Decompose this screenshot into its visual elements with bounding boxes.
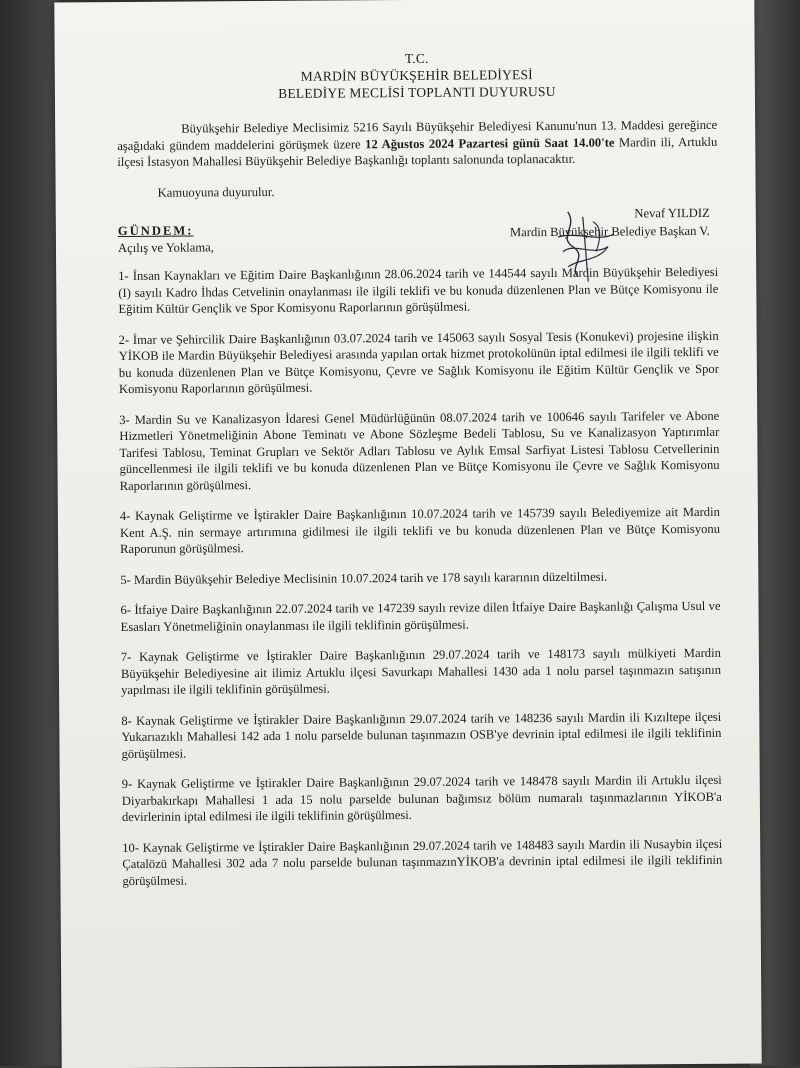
agenda-item-text: Kaynak Geliştirme ve İştirakler Daire Başkanlığının 10.07.2024 tarih ve 145739 sayılı Belediyemize ait Mardin Kent A.Ş. nin sermaye artırımına gidilmesi ile ilgili teklifi ve bu konuda düzenlenen Plan ve Bütçe Komisyonu Raporunun görüşülmesi. (119, 504, 721, 557)
document-content (117, 48, 723, 903)
agenda-item-number: 7- (120, 649, 132, 665)
agenda-list (118, 264, 722, 889)
announcement-line: Kamuoyuna duyurulur. (157, 184, 275, 200)
signatory-name: Nevaf YILDIZ (634, 205, 710, 221)
agenda-item-text: Mardin Su ve Kanalizasyon İdaresi Genel Müdürlüğünün 08.07.2024 tarih ve 100646 sayılı Tarifeler ve Abone Hizmetleri Yönetmeliğinin Abone Teminatı ve Abone Sözleşme Bedeli Tablosu, Su ve Kanalizasyon Yaptırımlar Tarifesi Tablosu, Teminat Grupları ve Sektör Adları Tablosu ve Aylık Emsal Sarfiyat Listesi Tablosu Cetvellerinin güncellenmesi ile ilgili teklifi ve bu konuda düzenlenen Plan ve Bütçe Komisyonu ile Çevre ve Sağlık Komisyonu Raporlarının görüşülmesi. (119, 408, 720, 493)
agenda-item-text: İnsan Kaynakları ve Eğitim Daire Başkanlığının 28.06.2024 tarih ve 144544 sayılı Mardin Büyükşehir Belediyesi (I) sayılı Kadro İhdas Cetvelinin onaylanması ile ilgili teklifi ve bu konuda düzenlenen Plan ve Bütçe Komisyonu ile Eğitim Kültür Gençlik ve Spor Komisyonu Raporlarının görüşülmesi. (118, 264, 719, 317)
agenda-item (120, 598, 720, 635)
agenda-item (120, 504, 720, 558)
agenda-item (120, 567, 720, 588)
agenda-item-text: Kaynak Geliştirme ve İştirakler Daire Başkanlığının 29.07.2024 tarih ve 148483 sayılı Mardin ili Nusaybin ilçesi Çatalözü Mahallesi 302 ada 7 nolu parselde bulunan taşınmazınYİKOB'a devrinin iptal edilmesi ile ilgili teklifinin görüşülmesi. (122, 836, 723, 888)
agenda-item (118, 264, 718, 318)
agenda-item-number: 8- (121, 713, 132, 728)
agenda-item-number: 6- (120, 602, 132, 618)
header-meeting-notice: BELEDİYE MECLİSİ TOPLANTI DUYURUSU (278, 83, 556, 101)
agenda-item-text: İmar ve Şehircilik Daire Başkanlığının 03.07.2024 tarih ve 145063 sayılı Sosyal Tesis (Konukevi) projesine ilişkin YİKOB ile Mardin Büyükşehir Belediyesi arasında yapılan ortak hizmet protokolünün iptal edilmesi ile ilgili teklifi ve bu konuda düzenlenen Plan ve Bütçe Komisyonu, Çevre ve Sağlık Komisyonu ile Eğitim Kültür Gençlik ve Spor Komisyonu Raporlarının görüşülmesi. (118, 328, 719, 397)
agenda-item-number: 3- (119, 412, 130, 427)
document-header (117, 48, 717, 103)
agenda-item-text: Kaynak Geliştirme ve İştirakler Daire Başkanlığının 29.07.2024 tarih ve 148236 sayılı Mardin ili Kızıltepe ilçesi Yukarıazıklı Mahallesi 142 ada 1 nolu parselde bulunan taşınmazın OSB'ye devrinin iptal edilmesi ile ilgili teklifinin görüşülmesi. (121, 709, 722, 761)
header-tc: T.C. (404, 50, 429, 67)
intro-paragraph (117, 117, 717, 171)
agenda-item (119, 327, 719, 397)
agenda-item-number: 10- (122, 840, 140, 855)
agenda-title: GÜNDEM: (117, 223, 194, 239)
agenda-item-text: İtfaiye Daire Başkanlığının 22.07.2024 tarih ve 147239 sayılı revize dilen İtfaiye Daire Başkanlığı Çalışma Usul ve Esasları Yönetmeliğinin onaylanması ile ilgili teklifinin görüşülmesi. (120, 598, 721, 634)
agenda-item (121, 708, 721, 762)
agenda-item-text: Mardin Büyükşehir Belediye Meclisinin 10.07.2024 tarih ve 178 sayılı kararının düzeltilmesi. (133, 569, 608, 587)
intro-text-1: Büyükşehir Belediye Meclisimiz 5216 Sayılı Büyükşehir Belediyesi Kanunu'nun 13. Maddesi gereğince aşağıdaki gündem maddelerini görüşmek üzere (117, 117, 718, 153)
agenda-item-text: Kaynak Geliştirme ve İştirakler Daire Başkanlığının 29.07.2024 tarih ve 148478 sayılı Mardin ili Artuklu ilçesi Diyarbakırkapı Mahallesi 1 ada 15 nolu parselde bulunan bağımsız bölüm numaralı taşınmazlarının YİKOB'a devirlerinin iptal edilmesi ile ilgili teklifinin görüşülmesi. (121, 772, 722, 825)
agenda-item (122, 835, 722, 889)
agenda-item-number: 2- (118, 332, 130, 347)
header-municipality: MARDİN BÜYÜKŞEHİR BELEDİYESİ (300, 67, 533, 84)
agenda-item-number: 9- (121, 776, 133, 792)
document-page (54, 0, 761, 1068)
agenda-item-text: Kaynak Geliştirme ve İştirakler Daire Başkanlığının 29.07.2024 tarih ve 148173 sayılı mülkiyeti Mardin Büyükşehir Belediyesine ait ilimiz Artuklu ilçesi Savurkapı Mahallesi 1430 ada 1 nolu parsel taşınmazın satışının yapılması ile ilgili teklifinin görüşülmesi. (120, 645, 722, 698)
agenda-opening: Açılış ve Yoklama, (117, 239, 214, 255)
signature-block (470, 204, 710, 242)
agenda-item (119, 407, 720, 494)
background-left (0, 0, 60, 1066)
agenda-item (121, 645, 721, 699)
agenda-item-number: 4- (119, 508, 131, 524)
agenda-item-number: 1- (118, 268, 129, 284)
intro-text-2: Mardin ili, Artuklu ilçesi İstasyon Mahallesi Büyükşehir Belediye Başkanlığı toplantı salonunda toplanacaktır. (117, 134, 718, 170)
intro-date-time: 12 Ağustos 2024 Pazartesi günü Saat 14.00'te (365, 135, 615, 151)
agenda-item-number: 5- (120, 572, 131, 587)
agenda-item (122, 772, 722, 826)
signatory-title: Mardin Büyükşehir Belediye Başkan V. (509, 223, 710, 240)
